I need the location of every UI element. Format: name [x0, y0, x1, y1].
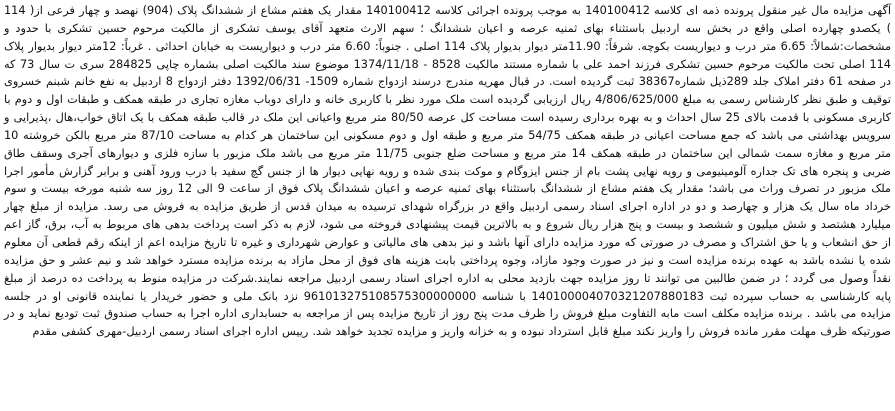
auction-notice-body: آگهی مزایده مال غیر منقول پرونده ذمه ای کلاسه 140100412 به موجب پرونده اجرائی کلاسه 140100412 مقدار یک هفتم مشاع از ششدانگ پلاک (904) نهصد و چهار فرعی از( 114 ) یکصدو چهارده اصلی واقع در بخش سه اردبیل باستثناء بهای ثمنیه عرصه و اعیان ششدانگ ؛ سهم الارث متعهد آقای یوسف تشکری از مالکیت مرحوم حسین تشکری با حدود و مشخصات:شمالاً: 6.65 متر درب و دیواریست بکوچه. شرقاً: 11.90متر دیوار بدیوار پلاک 114 اصلی . جنوباً: 6.60 متر درب و دیواریست به خیابان احداثی . غرباً: 12متر دیوار بدیوار پلاک 114 اصلی تحت مالکیت مرحوم حسین تشکری فرزند احمد علی با شماره مستند مالکیت 8528 - 1374/11/18 موضوع سند مالکیت اصلی بشماره چاپی 284825 سری ت سال 73 که در صفحه 61 دفتر املاک جلد 289ذیل شماره38367 ثبت گردیده است. در قبال مهریه مندرج درسند ازدواج شماره 1509- 1392/06/31 دفتر ازدواج 8 اردبیل به نفع خانم شبنم خسروی توقیف و طبق نظر کارشناس رسمی به مبلغ 4/806/625/000 ریال ارزیابی گردیده است ملک مورد نظر با کاربری خانه و دارای دوباب مغازه تجاری در طبقه همکف و طبقات اول و دوم با کاربری مسکونی با قدمت بالای 25 سال احداث و به بهره برداری رسیده است مساحت کل عرصه 80/50 متر مربع واعیانی این ملک در قالب طبقه همکف با یک اتاق خواب،هال ،پذیرایی و سرویس بهداشتی می باشد که جمع مساحت اعیانی در طبقه همکف 54/75 متر مربع و طبقه اول و دوم مسکونی این ساختمان هر کدام به مساحت 87/10 متر مربع بالکن خروشته 10 متر مربع و مغازه سمت شمالی این ساختمان در طبقه همکف 14 متر مربع و مساحت ضلع جنوبی 11/75 متر مربع می باشد ملک مزبور با سازه فلزی و دیوارهای آجری وسقف طاق ضربی و پنجره های تک جداره آلومینیومی و رویه نهایی پشت بام از جنس ایزوگام و موکت بندی شده و رویه نهایی دیوار ها از جنس گچ سفید با درب ورود آهنی و برابر گزارش مأمور اجرا ملک مزبور در تصرف وراث می باشد؛ مقدار یک هفتم مشاع از ششدانگ باستثناء بهای ثمنیه عرصه و اعیان ششدانگ پلاک فوق از ساعت 9 الی 12 روز سه شنبه مورخه بیست و سوم خرداد ماه سال یک هزار و چهارصد و دو در اداره اجرای اسناد رسمی اردبیل واقع در بزرگراه شهدای ترسیده به میدان قدس از طریق مزایده به فروش می رسد. مزایده از مبلغ چهار میلیارد هشتصد و شش میلیون و ششصد و بیست و پنج هزار ریال شروع و به بالاترین قیمت پیشنهادی فروخته می شود، لازم به ذکر است پرداخت بدهی های مربوط به آب، برق، گاز اعم از حق انشعاب و یا حق اشتراک و مصرف در صورتی که مورد مزایده دارای آنها باشد و نیز بدهی های مالیاتی و عوارض شهرداری و غیره تا تاریخ مزایده اعم از اینکه رقم قطعی آن معلوم شده یا نشده باشد به عهده برنده مزایده است و نیز در صورت وجود مازاد، وجوه پرداختی بابت هزینه های فوق از محل مازاد به برنده مزایده مسترد خواهد شد و نیم عشر و حق مزایده نقداً وصول می گردد ؛ در ضمن طالبین می توانند تا روز مزایده جهت بازدید محلی به اداره اجرای اسناد رسمی اردبیل مراجعه نمایند.شرکت در مزایده منوط به پرداخت ده درصد از مبلغ پایه کارشناسی به حساب سپرده ثبت 140100004070321207880183 با شناسه 961013275108575300000000 نزد بانک ملی و حضور خریدار یا نماینده قانونی او در جلسه مزایده می باشد . برنده مزایده مکلف است مابه التفاوت مبلغ فروش را ظرف مدت پنج روز از تاریخ مزایده پس از مراجعه به حسابداری اداره اجرا به حساب صندوق ثبت تودیع نماید و در صورتیکه ظرف مهلت مقرر مانده فروش را واریز نکند مبلغ قابل استرداد نبوده و به خزانه واریز و مزایده تجدید خواهد شد. رییس اداره اجرای اسناد رسمی اردبیل-مهری کشفی مقدم: [4, 4, 892, 339]
